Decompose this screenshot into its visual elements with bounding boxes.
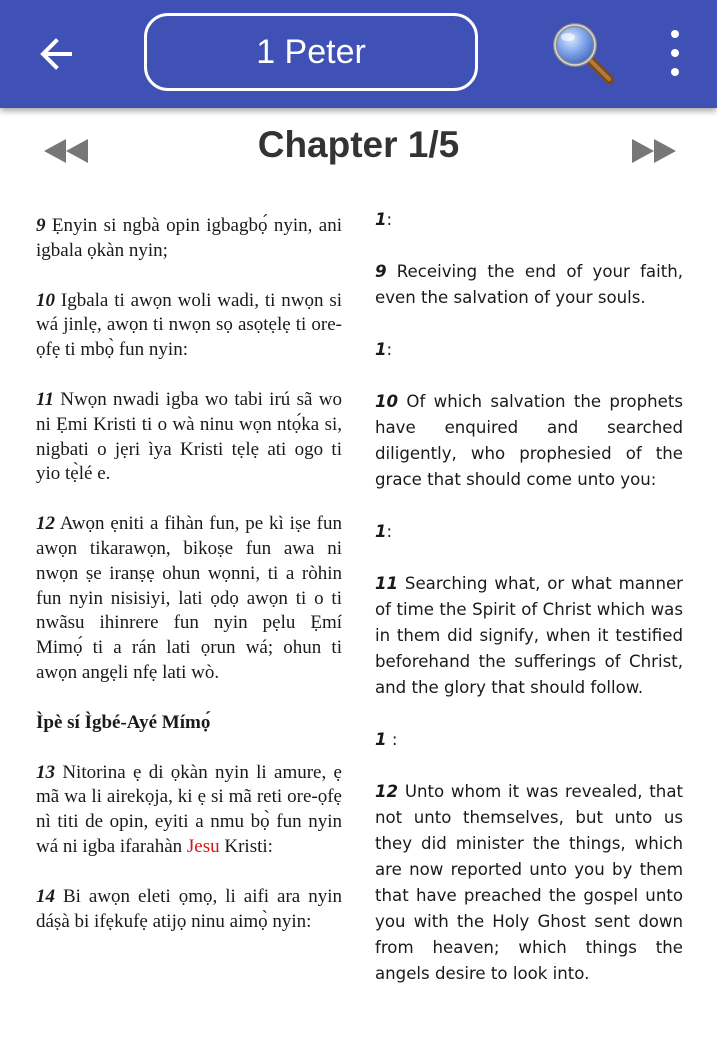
verse-9-english: [375, 259, 683, 311]
verse-10-english: [375, 389, 683, 493]
verse-11-yoruba: [36, 388, 342, 487]
verse-text: Searching what, or what manner of time the Spirit of Christ which was in them did signify, when it testified beforehand the sufferings of Christ, and the glory that should follow.: [375, 574, 683, 697]
search-button[interactable]: [548, 18, 620, 90]
verse-text: :: [386, 210, 393, 229]
chapter-navigation: [0, 108, 717, 186]
fast-forward-icon: [630, 136, 678, 166]
verse-number: 14: [36, 885, 55, 907]
verse-text: Receiving the end of your faith, even the salvation of your souls.: [375, 262, 683, 307]
yoruba-column: [36, 214, 342, 959]
verse-number: 9: [375, 262, 387, 281]
verse-text: :: [386, 522, 393, 541]
more-vertical-icon: [671, 30, 679, 38]
verse-14-yoruba: [36, 885, 342, 935]
verse-number: 13: [36, 761, 55, 783]
verse-number: 9: [36, 215, 46, 236]
verse-12-english: [375, 779, 683, 987]
verse-number: 10: [36, 289, 55, 311]
book-title: 1 Peter: [256, 32, 366, 71]
chapter-title: Chapter 1/5: [257, 124, 460, 165]
verse-text: :: [386, 340, 393, 359]
verse-number: 1: [375, 340, 387, 359]
verse-number: 12: [375, 782, 399, 801]
verse-10-yoruba: [36, 289, 342, 363]
verse-ref: [375, 337, 683, 363]
verse-text: Kristi:: [219, 835, 273, 857]
highlighted-name: Jesu: [186, 835, 220, 857]
back-button[interactable]: [30, 28, 82, 80]
verse-ref: [375, 519, 683, 545]
section-heading: Ìpè sí Ìgbé-Ayé Mímọ́: [36, 711, 211, 733]
verse-text: Nwọn nwadi igba wo tabi irú sã wo ni Ẹmi Kristi ti o wà ninu wọn ntọ́ka si, nigbati o jẹri ìya Kristi tẹlẹ ati ogo ti yio tẹ̀lé e.: [36, 388, 342, 485]
verse-ref: [375, 207, 683, 233]
verse-text: Unto whom it was revealed, that not unto themselves, but unto us they did minister the things, which are now reported unto you by them that have preached the gospel unto you with the Holy Ghost sent down from heaven; which things the angels desire to look into.: [375, 782, 683, 983]
app-bar: [0, 0, 717, 108]
verse-text: Bi awọn eleti ọmọ, li aifi ara nyin dáṣà bi ifẹkufẹ atijọ ninu aimọ̀ nyin:: [36, 885, 342, 932]
menu-dot: [671, 68, 679, 76]
next-chapter-button[interactable]: [630, 136, 678, 166]
verse-text: Ẹnyin si ngbà opin igbagbọ́ nyin, ani igbala ọkàn nyin;: [36, 215, 342, 261]
verse-number: 11: [375, 574, 399, 593]
overflow-menu-button[interactable]: [660, 30, 690, 76]
verse-12-yoruba: [36, 512, 342, 686]
verse-text: Of which salvation the prophets have enquired and searched diligently, who prophesied of the grace that should come unto you:: [375, 392, 683, 489]
book-title-button[interactable]: [144, 13, 478, 91]
verse-number: 1: [375, 730, 387, 749]
verse-number: 12: [36, 513, 55, 535]
verse-number: 10: [375, 392, 399, 411]
verse-text: Nitorina ẹ di ọkàn nyin li amure, ẹ mã wa li airekọja, ki ẹ si mã reti ore-ọfẹ nì titi de opin, eyiti a nmu bọ̀ fun nyin wá ni igba ifarahàn: [36, 761, 342, 857]
arrow-left-icon: [36, 34, 76, 74]
verse-ref: [375, 727, 683, 753]
verse-9-yoruba: [36, 214, 342, 264]
verse-text: :: [386, 730, 398, 749]
verse-number: 11: [36, 388, 54, 410]
verse-number: 1: [375, 522, 387, 541]
magnifier-icon: [548, 18, 620, 90]
verse-text: Awọn ẹniti a fihàn fun, pe kì iṣe fun awọn tikarawọn, bikoṣe fun awa ni nwọn ṣe iranṣẹ ohun wọnni, ti a ròhin fun nyin nisisiyi, lati ọdọ awọn ti o ti nwãsu ihinrere fun nyin pẹlu Ẹmí Mimọ́ ti a rán lati ọrun wá; ohun ti awọn angẹli nfẹ lati wò.: [36, 513, 342, 683]
verse-number: 1: [375, 210, 387, 229]
english-column: [375, 207, 683, 1013]
menu-dot: [671, 49, 679, 57]
verse-text: Igbala ti awọn woli wadi, ti nwọn si wá jinlẹ, awọn ti nwọn sọ asọtẹlẹ ti ore-ọfẹ ti mbọ̀ fun nyin:: [36, 289, 342, 361]
verse-13-yoruba: [36, 761, 342, 860]
verse-11-english: [375, 571, 683, 701]
